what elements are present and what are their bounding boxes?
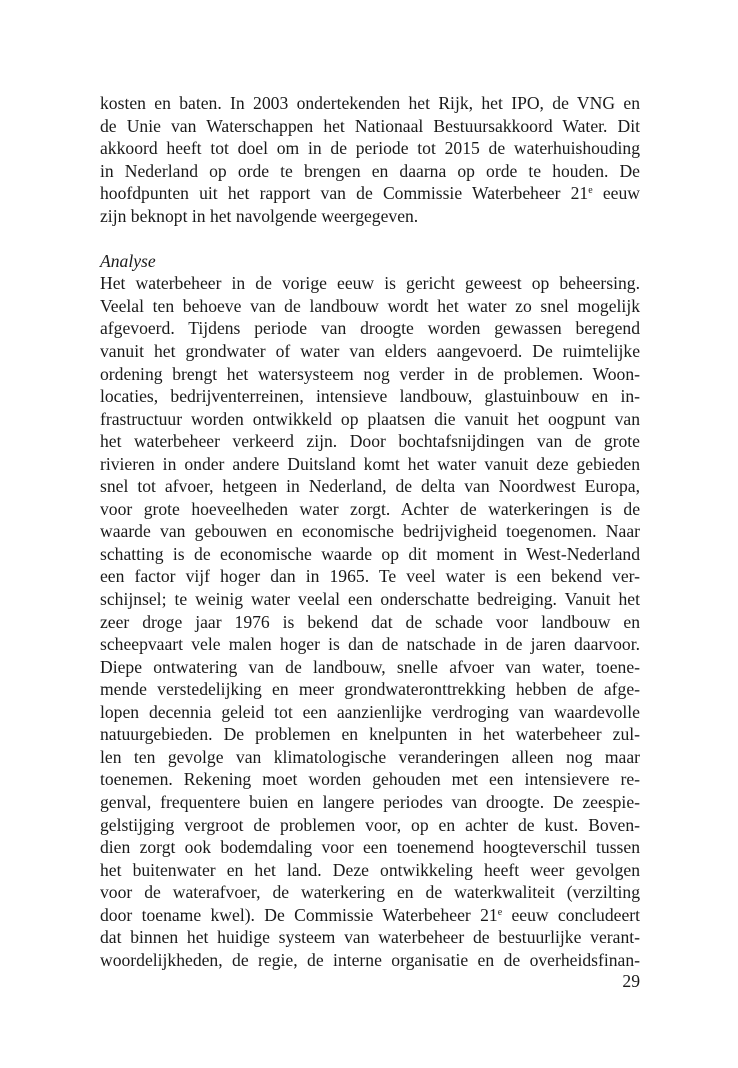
section-heading-analyse: Analyse xyxy=(100,250,156,271)
text-line xyxy=(100,182,640,205)
text-line: locaties, bedrijventerreinen, intensieve landbouw, glastuinbouw en in- xyxy=(100,386,640,407)
text-line: frastructuur worden ontwikkeld op plaatsen die vanuit het oogpunt van xyxy=(100,408,640,429)
text-line: het buitenwater en het land. Deze ontwikkeling heeft weer gevolgen xyxy=(100,859,640,880)
text-line: genval, frequentere buien en langere periodes van droogte. De zeespie- xyxy=(100,791,640,812)
page-body xyxy=(100,92,640,971)
text-line xyxy=(100,904,640,927)
text-line: dien zorgt ook bodemdaling voor een toenemend hoogteverschil tussen xyxy=(100,837,640,858)
text-line: akkoord heeft tot doel om in de periode tot 2015 de waterhuishouding xyxy=(100,138,640,159)
text-line: kosten en baten. In 2003 ondertekenden het Rijk, het IPO, de VNG en xyxy=(100,93,640,113)
text-line: in Nederland op orde te brengen en daarna op orde te houden. De xyxy=(100,160,640,181)
page-number: 29 xyxy=(622,971,640,991)
analysis-paragraph xyxy=(100,272,640,971)
text-line: het waterbeheer verkeerd zijn. Door bochtafsnijdingen van de grote xyxy=(100,431,640,452)
text-line: lopen decennia geleid tot een aanzienlijke verdroging van waardevolle xyxy=(100,701,640,722)
text-line: schijnsel; te weinig water veelal een onderschatte bedreiging. Vanuit het xyxy=(100,589,640,610)
text-line: scheepvaart vele malen hoger is dan de natschade in de jaren daarvoor. xyxy=(100,634,640,655)
intro-paragraph xyxy=(100,92,640,227)
text-line: een factor vijf hoger dan in 1965. Te veel water is een bekend ver- xyxy=(100,566,640,587)
superscript: e xyxy=(497,906,503,918)
text-line: zeer droge jaar 1976 is bekend dat de schade voor landbouw en xyxy=(100,611,640,632)
line-text-after: eeuw concludeert xyxy=(502,904,640,925)
text-line: Veelal ten behoeve van de landbouw wordt het water zo snel mogelijk xyxy=(100,295,640,316)
text-line: zijn beknopt in het navolgende weergegeven. xyxy=(100,205,419,226)
text-line: natuurgebieden. De problemen en knelpunten in het waterbeheer zul- xyxy=(100,724,640,745)
text-line: Het waterbeheer in de vorige eeuw is gericht geweest op beheersing. xyxy=(100,273,640,294)
line-text-after: eeuw xyxy=(592,183,640,204)
text-line: mende verstedelijking en meer grondwateronttrekking hebben de afge- xyxy=(100,679,640,700)
text-line: waarde van gebouwen en economische bedrijvigheid toegenomen. Naar xyxy=(100,521,640,542)
text-line: woordelijkheden, de regie, de interne organisatie en de overheidsfinan- xyxy=(100,949,640,970)
text-line: rivieren in onder andere Duitsland komt het water vanuit deze gebieden xyxy=(100,453,640,474)
line-text-before: door toename kwel). De Commissie Waterbeheer 21 xyxy=(100,904,498,925)
text-line: de Unie van Waterschappen het Nationaal Bestuursakkoord Water. Dit xyxy=(100,115,640,136)
text-line: voor grote hoeveelheden water zorgt. Achter de waterkeringen is de xyxy=(100,498,640,519)
text-line: afgevoerd. Tijdens periode van droogte worden gewassen beregend xyxy=(100,318,640,339)
line-text-before: hoofdpunten uit het rapport van de Commissie Waterbeheer 21 xyxy=(100,183,589,204)
paragraph-spacer xyxy=(100,227,640,250)
text-line: dat binnen het huidige systeem van waterbeheer de bestuurlijke verant- xyxy=(100,927,640,948)
text-line: len ten gevolge van klimatologische veranderingen alleen nog maar xyxy=(100,746,640,767)
text-line: schatting is de economische waarde op dit moment in West-Nederland xyxy=(100,543,640,564)
text-line: ordening brengt het watersysteem nog verder in de problemen. Woon- xyxy=(100,363,640,384)
text-line: Diepe ontwatering van de landbouw, snelle afvoer van water, toene- xyxy=(100,656,640,677)
text-line: vanuit het grondwater of water van elders aangevoerd. De ruimtelijke xyxy=(100,341,640,362)
text-line: snel tot afvoer, hetgeen in Nederland, de delta van Noordwest Europa, xyxy=(100,476,640,497)
text-line: toenemen. Rekening moet worden gehouden met een intensievere re- xyxy=(100,769,640,790)
text-line: voor de waterafvoer, de waterkering en de waterkwaliteit (verzilting xyxy=(100,882,640,903)
superscript: e xyxy=(588,185,593,197)
text-line: gelstijging vergroot de problemen voor, op en achter de kust. Boven- xyxy=(100,814,640,835)
